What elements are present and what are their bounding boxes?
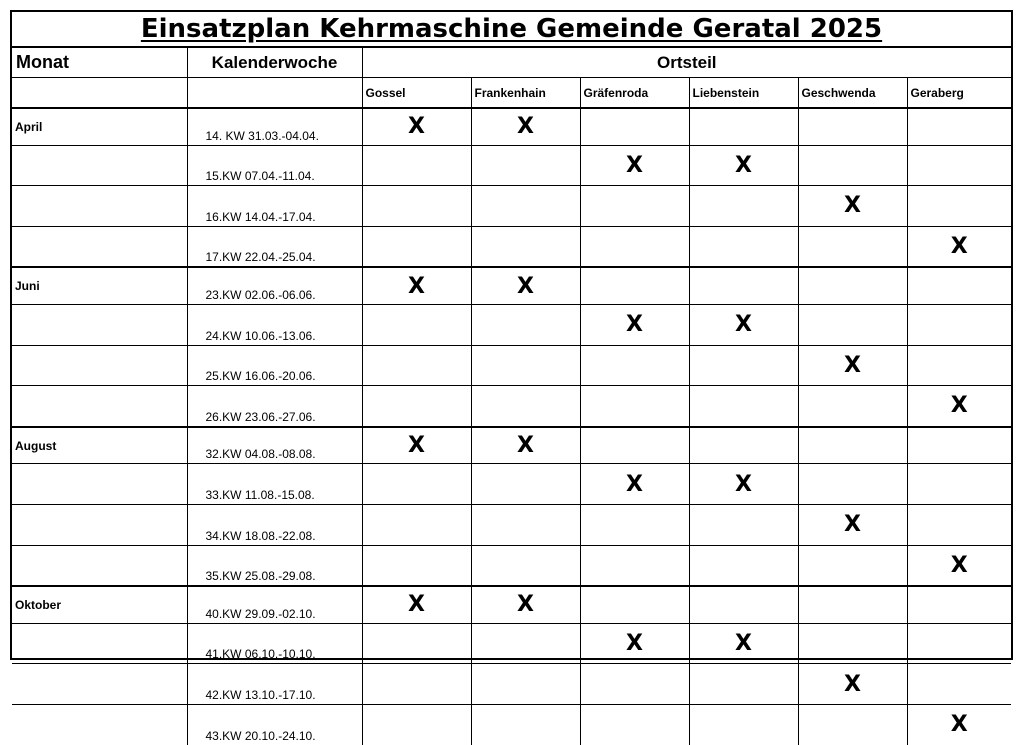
table-row: [12, 704, 1011, 744]
mark-cell-frankenhain: [471, 386, 580, 427]
mark-cell-graefenroda: [580, 664, 689, 705]
mark-cell-frankenhain: [471, 623, 580, 664]
mark-cell-frankenhain: [471, 504, 580, 545]
mark-cell-gossel: [362, 345, 471, 386]
mark-cell-frankenhain: X: [471, 267, 580, 304]
mark-cell-graefenroda: [580, 704, 689, 744]
mark-cell-geraberg: [907, 267, 1011, 304]
mark-cell-frankenhain: [471, 304, 580, 345]
mark-cell-liebenstein: [689, 664, 798, 705]
mark-cell-frankenhain: [471, 664, 580, 705]
header-kalenderwoche: Kalenderwoche: [187, 48, 362, 78]
schedule-table: [12, 48, 1011, 745]
calendar-week-cell: 25.KW 16.06.-20.06.: [187, 345, 362, 386]
calendar-week-cell: 16.KW 14.04.-17.04.: [187, 186, 362, 227]
mark-cell-graefenroda: [580, 586, 689, 623]
mark-cell-frankenhain: [471, 545, 580, 586]
month-cell: [12, 545, 187, 586]
mark-cell-gossel: X: [362, 427, 471, 464]
mark-cell-geraberg: X: [907, 704, 1011, 744]
month-cell: [12, 464, 187, 505]
mark-cell-gossel: X: [362, 108, 471, 145]
mark-cell-geschwenda: [798, 226, 907, 267]
month-cell: [12, 664, 187, 705]
mark-cell-gossel: [362, 664, 471, 705]
mark-cell-liebenstein: [689, 586, 798, 623]
table-row: [12, 345, 1011, 386]
mark-cell-graefenroda: [580, 545, 689, 586]
mark-cell-liebenstein: [689, 345, 798, 386]
mark-cell-geschwenda: [798, 586, 907, 623]
mark-cell-gossel: [362, 464, 471, 505]
mark-cell-geraberg: [907, 108, 1011, 145]
table-row: [12, 586, 1011, 623]
mark-cell-frankenhain: [471, 226, 580, 267]
mark-cell-liebenstein: [689, 267, 798, 304]
month-cell: Juni: [12, 267, 187, 304]
mark-cell-geraberg: [907, 586, 1011, 623]
mark-cell-geraberg: [907, 464, 1011, 505]
header-monat: Monat: [16, 52, 69, 72]
mark-cell-frankenhain: [471, 345, 580, 386]
mark-cell-graefenroda: X: [580, 464, 689, 505]
mark-cell-graefenroda: [580, 226, 689, 267]
mark-cell-graefenroda: [580, 186, 689, 227]
mark-cell-liebenstein: [689, 108, 798, 145]
mark-cell-geschwenda: X: [798, 664, 907, 705]
mark-cell-frankenhain: [471, 145, 580, 186]
mark-cell-liebenstein: [689, 704, 798, 744]
month-cell: [12, 386, 187, 427]
mark-cell-geraberg: [907, 186, 1011, 227]
schedule-sheet: [10, 10, 1013, 743]
calendar-week-cell: 42.KW 13.10.-17.10.: [187, 664, 362, 705]
page-title: Einsatzplan Kehrmaschine Gemeinde Geratal 2025: [12, 12, 1011, 48]
mark-cell-liebenstein: [689, 545, 798, 586]
table-row: [12, 145, 1011, 186]
month-cell: April: [12, 108, 187, 145]
table-row: [12, 464, 1011, 505]
mark-cell-geraberg: [907, 145, 1011, 186]
month-cell: [12, 504, 187, 545]
month-cell: [12, 226, 187, 267]
month-cell: Oktober: [12, 586, 187, 623]
mark-cell-geschwenda: X: [798, 186, 907, 227]
mark-cell-graefenroda: X: [580, 623, 689, 664]
table-row: [12, 186, 1011, 227]
table-row: [12, 267, 1011, 304]
mark-cell-geraberg: [907, 427, 1011, 464]
mark-cell-gossel: [362, 504, 471, 545]
mark-cell-gossel: [362, 145, 471, 186]
mark-cell-gossel: X: [362, 267, 471, 304]
month-cell: [12, 145, 187, 186]
table-row: [12, 545, 1011, 586]
ortsteil-geraberg: Geraberg: [907, 78, 1011, 109]
ortsteil-gossel: Gossel: [362, 78, 471, 109]
mark-cell-gossel: [362, 704, 471, 744]
mark-cell-frankenhain: X: [471, 586, 580, 623]
mark-cell-frankenhain: X: [471, 108, 580, 145]
ortsteil-geschwenda: Geschwenda: [798, 78, 907, 109]
table-row: [12, 226, 1011, 267]
calendar-week-cell: 15.KW 07.04.-11.04.: [187, 145, 362, 186]
mark-cell-geraberg: [907, 623, 1011, 664]
header-row: [12, 48, 1011, 78]
month-cell: [12, 304, 187, 345]
mark-cell-gossel: [362, 386, 471, 427]
calendar-week-cell: 24.KW 10.06.-13.06.: [187, 304, 362, 345]
ortsteil-liebenstein: Liebenstein: [689, 78, 798, 109]
table-row: [12, 386, 1011, 427]
mark-cell-liebenstein: [689, 186, 798, 227]
month-cell: August: [12, 427, 187, 464]
mark-cell-frankenhain: [471, 464, 580, 505]
mark-cell-frankenhain: X: [471, 427, 580, 464]
mark-cell-geschwenda: [798, 108, 907, 145]
calendar-week-cell: 32.KW 04.08.-08.08.: [187, 427, 362, 464]
mark-cell-liebenstein: [689, 226, 798, 267]
header-monat-blank: [12, 78, 187, 109]
mark-cell-geschwenda: [798, 145, 907, 186]
calendar-week-cell: 33.KW 11.08.-15.08.: [187, 464, 362, 505]
table-row: [12, 427, 1011, 464]
mark-cell-liebenstein: X: [689, 623, 798, 664]
mark-cell-gossel: [362, 623, 471, 664]
mark-cell-geraberg: X: [907, 545, 1011, 586]
ortsteil-graefenroda: Gräfenroda: [580, 78, 689, 109]
mark-cell-geschwenda: [798, 704, 907, 744]
mark-cell-frankenhain: [471, 186, 580, 227]
table-row: [12, 623, 1011, 664]
mark-cell-gossel: [362, 226, 471, 267]
mark-cell-geschwenda: [798, 267, 907, 304]
mark-cell-geraberg: [907, 664, 1011, 705]
mark-cell-gossel: [362, 186, 471, 227]
month-cell: [12, 186, 187, 227]
mark-cell-graefenroda: [580, 108, 689, 145]
calendar-week-cell: 17.KW 22.04.-25.04.: [187, 226, 362, 267]
calendar-week-cell: 35.KW 25.08.-29.08.: [187, 545, 362, 586]
mark-cell-geschwenda: X: [798, 504, 907, 545]
mark-cell-liebenstein: X: [689, 304, 798, 345]
mark-cell-liebenstein: [689, 427, 798, 464]
mark-cell-gossel: [362, 304, 471, 345]
mark-cell-geschwenda: [798, 545, 907, 586]
table-row: [12, 504, 1011, 545]
mark-cell-geraberg: [907, 304, 1011, 345]
mark-cell-gossel: X: [362, 586, 471, 623]
mark-cell-graefenroda: X: [580, 145, 689, 186]
table-row: [12, 664, 1011, 705]
mark-cell-geschwenda: [798, 623, 907, 664]
mark-cell-geraberg: X: [907, 386, 1011, 427]
mark-cell-graefenroda: [580, 345, 689, 386]
calendar-week-cell: 26.KW 23.06.-27.06.: [187, 386, 362, 427]
mark-cell-liebenstein: X: [689, 464, 798, 505]
table-row: [12, 108, 1011, 145]
month-cell: [12, 704, 187, 744]
mark-cell-geschwenda: [798, 464, 907, 505]
calendar-week-cell: 23.KW 02.06.-06.06.: [187, 267, 362, 304]
mark-cell-geschwenda: X: [798, 345, 907, 386]
mark-cell-frankenhain: [471, 704, 580, 744]
mark-cell-geraberg: [907, 504, 1011, 545]
mark-cell-geschwenda: [798, 427, 907, 464]
mark-cell-graefenroda: X: [580, 304, 689, 345]
calendar-week-cell: 40.KW 29.09.-02.10.: [187, 586, 362, 623]
header-ortsteil: Ortsteil: [362, 48, 1011, 78]
mark-cell-graefenroda: [580, 386, 689, 427]
calendar-week-cell: 43.KW 20.10.-24.10.: [187, 704, 362, 744]
ortsteil-header-row: [12, 78, 1011, 109]
month-cell: [12, 623, 187, 664]
mark-cell-gossel: [362, 545, 471, 586]
mark-cell-geschwenda: [798, 304, 907, 345]
table-row: [12, 304, 1011, 345]
calendar-week-cell: 34.KW 18.08.-22.08.: [187, 504, 362, 545]
mark-cell-geraberg: [907, 345, 1011, 386]
mark-cell-graefenroda: [580, 504, 689, 545]
ortsteil-frankenhain: Frankenhain: [471, 78, 580, 109]
month-cell: [12, 345, 187, 386]
mark-cell-graefenroda: [580, 427, 689, 464]
mark-cell-geraberg: X: [907, 226, 1011, 267]
calendar-week-cell: 41.KW 06.10.-10.10.: [187, 623, 362, 664]
mark-cell-geschwenda: [798, 386, 907, 427]
header-kw-blank: [187, 78, 362, 109]
mark-cell-liebenstein: X: [689, 145, 798, 186]
calendar-week-cell: 14. KW 31.03.-04.04.: [187, 108, 362, 145]
mark-cell-liebenstein: [689, 504, 798, 545]
mark-cell-liebenstein: [689, 386, 798, 427]
mark-cell-graefenroda: [580, 267, 689, 304]
